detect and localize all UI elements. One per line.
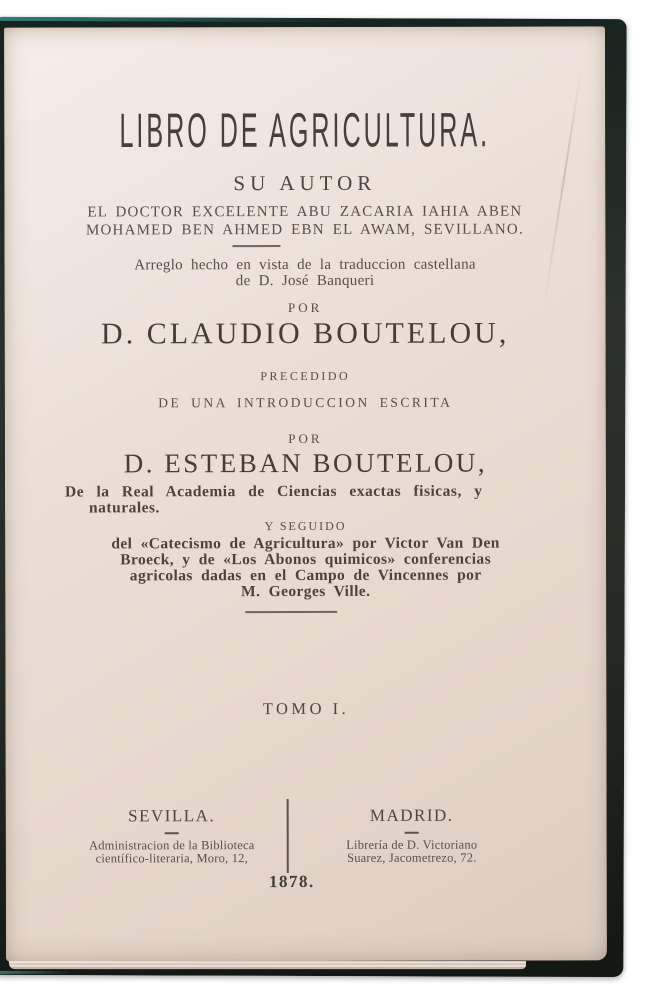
separator-rule [245,611,337,613]
imprint-madrid [306,806,518,865]
seguido-line: del «Catecismo de Agricultura» por Victor Van Den [111,534,500,553]
arreglo-note [5,257,606,289]
por-label: POR [288,430,323,447]
imprint-city-madrid: MADRID. [369,805,454,825]
arreglo-note-line: Arreglo hecho en vista de la traduccion castellana [134,256,476,274]
imprint-city-sevilla: SEVILLA. [128,806,216,826]
original-author-line: EL DOCTOR EXCELENTE ABU ZACARIA IAHIA ABEN [87,203,523,221]
imprint-address-madrid: Librería de D. Victoriano [346,837,478,852]
por-label: POR [287,299,323,316]
academia-affiliation [5,483,606,516]
original-author [4,203,605,239]
precedido-label: PRECEDIDO [260,368,351,384]
seguido-description [5,535,606,600]
separator-rule [232,245,280,247]
seguido-line: agricolas dadas en el Campo de Vincennes por [129,566,482,585]
book-title: LIBRO DE AGRICULTURA. [119,103,491,159]
seguido-line: Broeck, y de «Los Abonos quimicos» conferencias [120,550,492,569]
introduction-author: D. ESTEBAN BOUTELOU, [123,447,488,479]
arreglo-note-line: de D. José Banqueri [235,272,375,289]
academia-line: De la Real Academia de Ciencias exactas fisicas, y [64,482,483,501]
imprint-sevilla [34,806,310,865]
imprint-address-sevilla: científico-literaria, Moro, 12, [95,850,248,865]
seguido-line: M. Georges Ville. [241,582,371,601]
imprint-dash [165,832,179,834]
academia-line: naturales. [89,499,160,517]
introduction-note: DE UNA INTRODUCCION ESCRITA [158,394,453,411]
imprint-dash [405,832,419,834]
title-page [4,26,607,961]
imprint-address-madrid: Suarez, Jacometrezo, 72. [347,850,477,865]
original-author-line: MOHAMED BEN AHMED EBN EL AWAM, SEVILLANO. [85,221,524,238]
publication-year: 1878. [268,871,315,892]
y-seguido-label: Y SEGUIDO [264,518,347,534]
su-autor-label: SU AUTOR [233,170,377,196]
imprint-divider [287,799,289,873]
imprint-address-sevilla: Administracion de la Biblioteca [88,837,255,852]
translator-name: D. CLAUDIO BOUTELOU, [100,316,510,351]
volume-label: TOMO I. [262,698,350,719]
